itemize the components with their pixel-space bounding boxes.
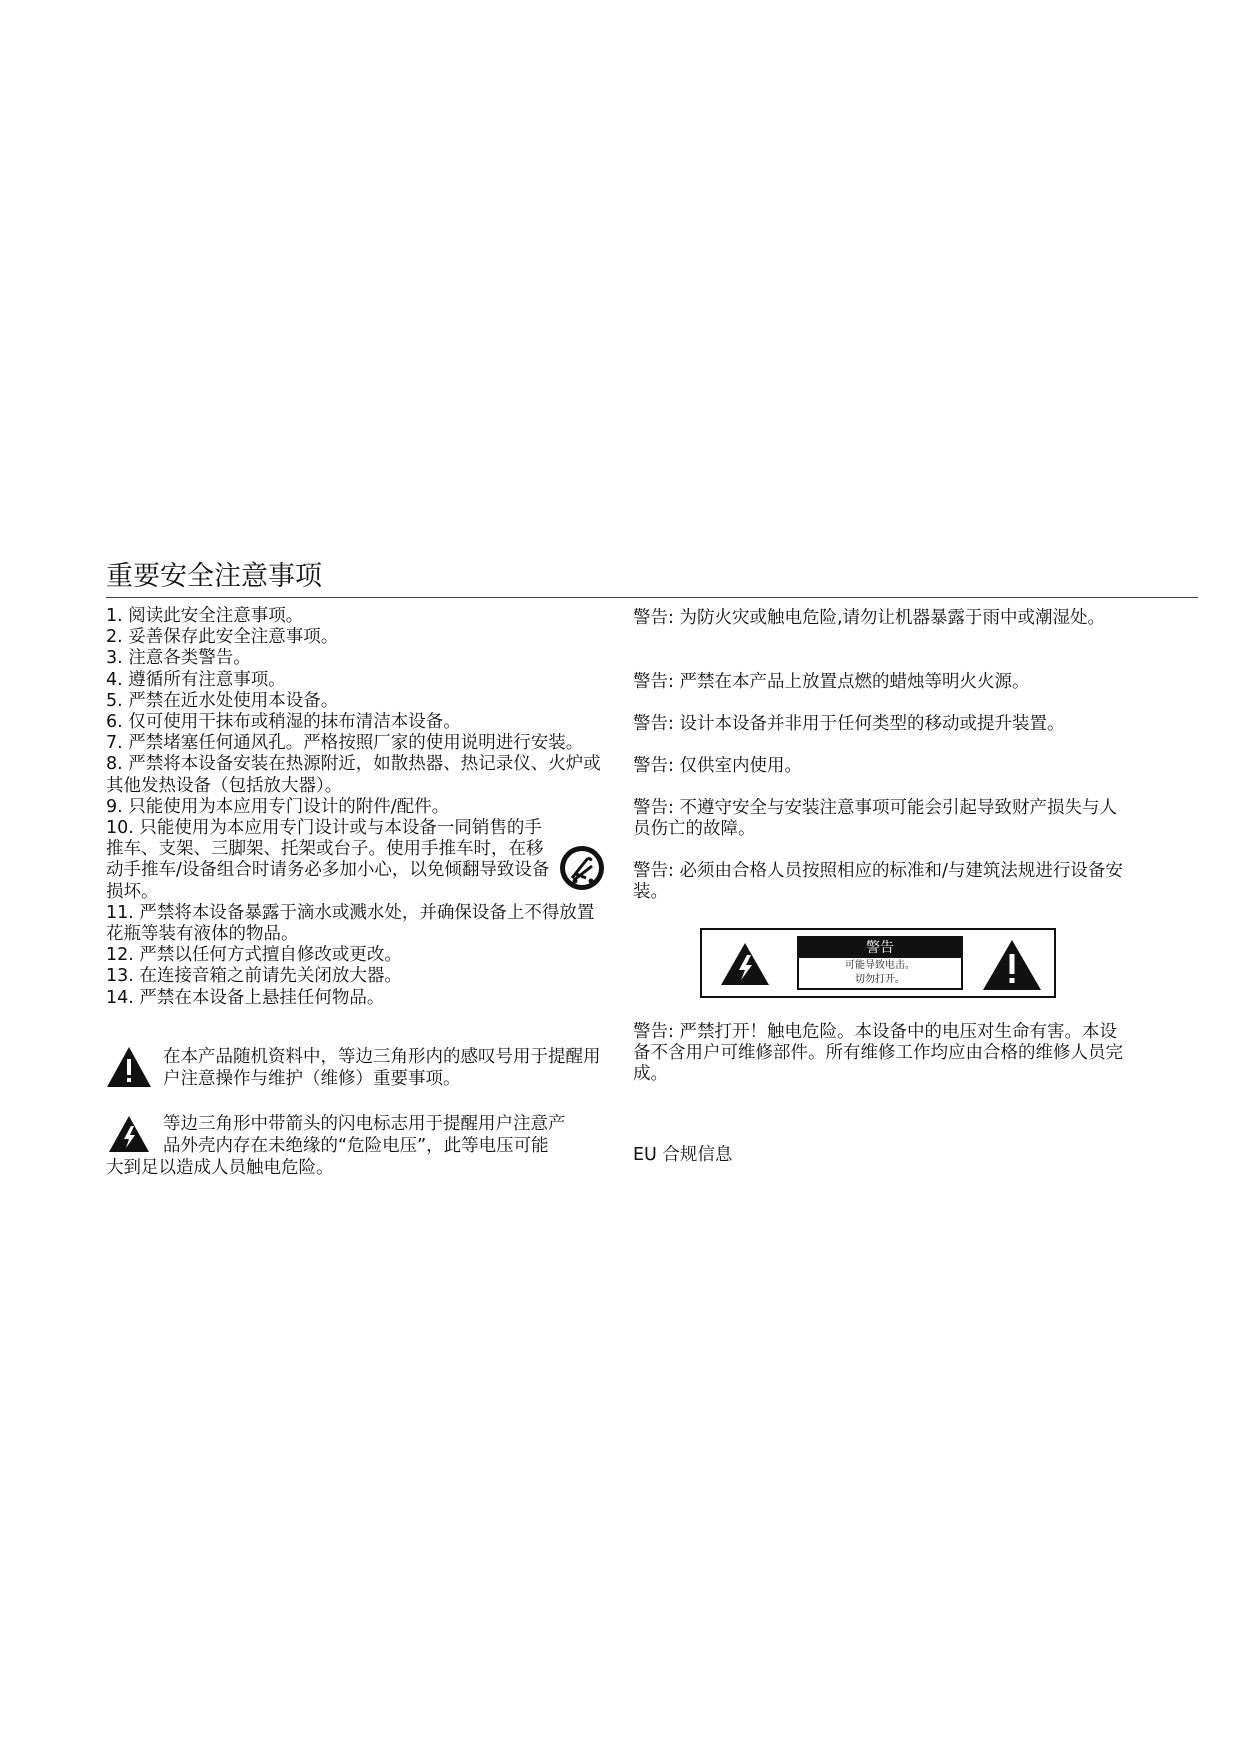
list-item: 5. 严禁在近水处使用本设备。 — [106, 690, 339, 711]
safety-instructions-list — [106, 606, 606, 1009]
list-item: 6. 仅可使用干抹布或稍湿的抹布清洁本设备。 — [106, 712, 461, 733]
page-title: 重要安全注意事项 — [106, 561, 322, 592]
exclamation-notice-text: 在本产品随机资料中，等边三角形内的感叹号用于提醒用户注意操作与维护（维修）重要事项。 — [163, 1047, 601, 1089]
list-item: 13. 在连接音箱之前请先关闭放大器。 — [106, 966, 402, 987]
list-item: 3. 注意各类警告。 — [106, 648, 251, 669]
list-item-cart — [106, 818, 606, 903]
list-item: 11. 严禁将本设备暴露于滴水或溅水处，并确保设备上不得放置花瓶等装有液体的物品。 — [106, 902, 595, 945]
lightning-notice-line: 大到足以造成人员触电危险。 — [106, 1158, 334, 1178]
lightning-triangle-icon — [108, 1115, 150, 1153]
warning-line: 警告: 严禁打开！触电危险。本设备中的电压对生命有害。本设备不含用户可维修部件。所有维修工作均应由合格的维修人员完成。 — [633, 1022, 1123, 1085]
warning-line: 警告: 严禁在本产品上放置点燃的蜡烛等明火火源。 — [633, 672, 1030, 692]
warning-label-center — [797, 936, 963, 990]
shock-warning-label — [700, 928, 1056, 998]
title-divider — [106, 597, 1198, 598]
lightning-notice-line: 品外壳内存在未绝缘的“危险电压”，此等电压可能 — [163, 1136, 549, 1156]
warning-text — [633, 1022, 1133, 1086]
warning-line: 警告: 必须由合格人员按照相应的标准和/与建筑法规进行设备安装。 — [633, 861, 1123, 903]
warning-text — [633, 861, 1133, 903]
list-item: 2. 妥善保存此安全注意事项。 — [106, 627, 339, 648]
list-item: 7. 严禁堵塞任何通风孔。严格按照厂家的使用说明进行安装。 — [106, 733, 584, 754]
list-item: 14. 严禁在本设备上悬挂任何物品。 — [106, 987, 385, 1008]
list-item: 9. 只能使用为本应用专门设计的附件/配件。 — [106, 796, 450, 817]
list-item: 12. 严禁以任何方式擅自修改或更改。 — [106, 945, 402, 966]
warning-line: 警告: 设计本设备并非用于任何类型的移动或提升装置。 — [633, 714, 1065, 734]
list-item: 1. 阅读此安全注意事项。 — [106, 606, 304, 626]
exclamation-triangle-icon — [982, 939, 1042, 991]
lightning-notice — [106, 1113, 606, 1179]
warning-line: 警告: 为防火灾或触电危险,请勿让机器暴露于雨中或潮湿处。 — [633, 608, 1106, 628]
eu-compliance-heading: EU 合规信息 — [633, 1145, 733, 1165]
warning-text — [633, 672, 1133, 693]
warning-text — [633, 608, 1133, 629]
lightning-notice-line: 等边三角形中带箭头的闪电标志用于提醒用户注意产 — [163, 1114, 566, 1134]
warning-label-heading: 警告 — [799, 938, 961, 958]
warning-label-line: 可能导致电击。 — [845, 960, 915, 971]
cart-tip-over-icon — [558, 844, 606, 892]
warning-text — [633, 798, 1133, 840]
warning-label-line: 切勿打开。 — [855, 974, 905, 985]
warning-text — [633, 714, 1133, 735]
warning-line: 警告: 仅供室内使用。 — [633, 756, 802, 776]
list-item: 8. 严禁将本设备安装在热源附近，如散热器、热记录仪、火炉或其他发热设备（包括放大器）。 — [106, 754, 601, 796]
exclamation-notice — [106, 1046, 606, 1090]
warning-label-body — [799, 958, 961, 987]
exclamation-triangle-icon — [106, 1046, 152, 1088]
list-item: 4. 遵循所有注意事项。 — [106, 669, 286, 690]
warning-text — [633, 756, 1133, 777]
lightning-triangle-icon — [720, 942, 770, 986]
list-item: 10. 只能使用为本应用专门设计或与本设备一同销售的手推车、支架、三脚架、托架或台子。使用手推车时，在移动手推车/设备组合时请务必多加小心，以免倾翻导致设备损坏。 — [106, 818, 550, 902]
warning-line: 警告: 不遵守安全与安装注意事项可能会引起导致财产损失与人员伤亡的故障。 — [633, 798, 1117, 840]
